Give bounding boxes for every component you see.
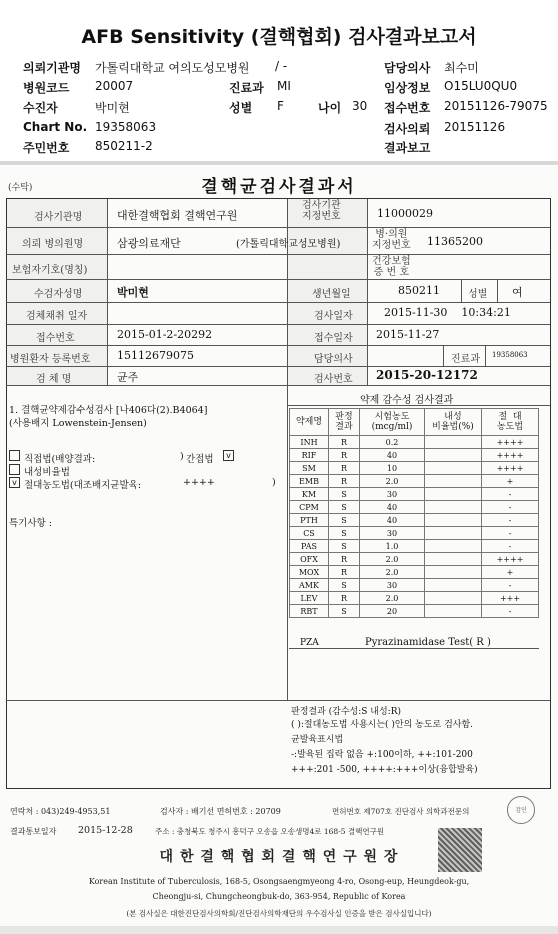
header-value-sex: F xyxy=(277,99,284,113)
cell-absolute: ++++ xyxy=(482,436,539,449)
cell-ratio xyxy=(425,540,482,553)
test-name: 1. 결핵균약제감수성검사 [나406다(2).B4064] xyxy=(9,405,208,416)
cell-concentration: 40 xyxy=(360,449,425,462)
table-row xyxy=(290,501,539,514)
cell-absolute: - xyxy=(482,579,539,592)
table-row xyxy=(290,449,539,462)
grid-line xyxy=(287,405,550,406)
table-row xyxy=(290,514,539,527)
grid-line xyxy=(6,385,550,386)
cell-concentration: 30 xyxy=(360,579,425,592)
value-specimen: 균주 xyxy=(117,371,139,384)
header-value-chart-no: 19358063 xyxy=(95,120,157,134)
header-divider xyxy=(0,161,558,165)
indirect-method-checkbox: v xyxy=(223,450,234,461)
cell-result: S xyxy=(329,579,360,592)
ratio-method-label: 내성비율법 xyxy=(24,467,70,478)
grid-line xyxy=(6,302,550,303)
value-sex: 여 xyxy=(512,286,523,299)
table-row xyxy=(290,540,539,553)
label-test-date: 검사일자 xyxy=(314,311,353,322)
header-label-resident-number: 주민번호 xyxy=(23,141,70,155)
cell-concentration: 40 xyxy=(360,514,425,527)
label-receipt-number: 접수번호 xyxy=(36,333,75,344)
cell-result: S xyxy=(329,527,360,540)
interpretation-line-3: 균발육표시법 xyxy=(291,735,344,745)
header-label-attending-doctor: 담당의사 xyxy=(384,61,431,75)
value-referring-code: 11365200 xyxy=(427,235,483,248)
cell-ratio xyxy=(425,501,482,514)
cell-result: R xyxy=(329,475,360,488)
label-referring-hospital: 의뢰 병의원명 xyxy=(22,239,84,250)
header-label-test-request: 검사의뢰 xyxy=(384,122,431,136)
value-testing-institution: 대한결핵협회 결핵연구원 xyxy=(117,209,238,222)
cell-concentration: 20 xyxy=(360,605,425,618)
culture-medium: (사용배지 Lowenstein-Jensen) xyxy=(9,418,147,429)
header-value-requesting-institution: 가톨릭대학교 여의도성모병원 xyxy=(95,61,250,75)
grid-line xyxy=(485,345,486,366)
cell-drug: LEV xyxy=(290,592,329,605)
label-department: 진료과 xyxy=(451,354,480,365)
grid-line xyxy=(6,345,550,346)
header-label-sex: 성별 xyxy=(229,101,253,115)
cell-drug: EMB xyxy=(290,475,329,488)
cell-drug: PTH xyxy=(290,514,329,527)
pza-result: Pyrazinamidase Test( R ) xyxy=(365,637,491,648)
cell-ratio xyxy=(425,592,482,605)
consignment-note: (수탁) xyxy=(8,183,33,193)
header-label-age: 나이 xyxy=(318,101,342,115)
english-address-line-2: Cheongju-si, Chungcheongbuk-do, 363-954, Republic of Korea xyxy=(152,892,406,901)
label-registration-number: 병원환자 등록번호 xyxy=(10,354,91,365)
susceptibility-table xyxy=(289,408,539,618)
interpretation-line-1: 판정결과 (감수성:S 내성:R) xyxy=(291,707,401,717)
cell-drug: CPM xyxy=(290,501,329,514)
table-row xyxy=(290,579,539,592)
label-doctor: 담당의사 xyxy=(314,354,353,365)
header-label-receipt-number: 접수번호 xyxy=(384,101,431,115)
cell-absolute: ++++ xyxy=(482,449,539,462)
label-date-of-birth: 생년월일 xyxy=(312,289,351,300)
cell-concentration: 30 xyxy=(360,488,425,501)
label-health-insurance-no: 건강보험 증 번 호 xyxy=(372,256,411,278)
official-stamp xyxy=(438,828,482,872)
col-header-ratio: 내성 비율법(%) xyxy=(425,409,482,436)
header-value-attending-doctor: 최수미 xyxy=(444,61,479,75)
table-header-row xyxy=(290,409,539,436)
label-testing-institution: 검사기관명 xyxy=(34,212,83,223)
value-date-of-birth: 850211 xyxy=(398,284,440,297)
col-header-concentration: 시험농도 (mcg/ml) xyxy=(360,409,425,436)
cell-ratio xyxy=(425,436,482,449)
grid-line xyxy=(443,345,444,366)
cell-absolute: + xyxy=(482,475,539,488)
cell-concentration: 2.0 xyxy=(360,475,425,488)
direct-method-checkbox xyxy=(9,450,20,461)
label-test-number: 검사번호 xyxy=(314,374,353,385)
header-value-patient: 박미현 xyxy=(95,101,130,115)
cell-drug: AMK xyxy=(290,579,329,592)
grid-line xyxy=(107,199,108,385)
cell-drug: CS xyxy=(290,527,329,540)
certification-seal: 검인 xyxy=(507,796,535,824)
absolute-method-checkbox: v xyxy=(9,477,20,488)
cell-absolute: - xyxy=(482,488,539,501)
grid-line xyxy=(461,279,462,302)
control-growth-value: ++++ xyxy=(183,477,215,488)
cell-absolute: +++ xyxy=(482,592,539,605)
grid-line xyxy=(6,700,550,701)
header-value-hospital-code: 20007 xyxy=(95,79,134,93)
footer-report-date: 2015-12-28 xyxy=(78,825,133,836)
col-header-absolute: 절 대 농도법 xyxy=(482,409,539,436)
value-patient-name: 박미현 xyxy=(117,286,149,299)
interpretation-line-5: +++:201 -500, ++++:+++이상(융합발육) xyxy=(291,765,478,775)
cell-concentration: 2.0 xyxy=(360,592,425,605)
cell-drug: PAS xyxy=(290,540,329,553)
cell-ratio xyxy=(425,566,482,579)
header-label-hospital-code: 병원코드 xyxy=(23,81,70,95)
value-department-code: 19358063 xyxy=(492,351,528,359)
footer-report-date-label: 결과통보일자 xyxy=(10,827,57,836)
english-address-line-1: Korean Institute of Tuberculosis, 168-5, Osongsaengmyeong 4-ro, Osong-eup, Heungdeok-gu, xyxy=(88,877,470,886)
label-collection-date: 검체채취 일자 xyxy=(26,311,88,322)
cell-result: S xyxy=(329,605,360,618)
grid-line xyxy=(6,279,550,280)
cell-result: R xyxy=(329,436,360,449)
header-label-requesting-institution: 의뢰기관명 xyxy=(23,61,81,75)
cell-ratio xyxy=(425,605,482,618)
footer-contact: 연락처 : 043)249-4953,51 xyxy=(10,807,111,816)
cell-result: S xyxy=(329,540,360,553)
cell-result: S xyxy=(329,514,360,527)
issuing-organization: 대 한 결 핵 협 회 결 핵 연 구 원 장 xyxy=(159,849,399,865)
value-institution-code: 11000029 xyxy=(377,207,433,220)
value-test-number: 2015-20-12172 xyxy=(376,368,478,382)
report-header xyxy=(0,0,558,163)
table-row xyxy=(290,475,539,488)
direct-method-close: ) xyxy=(180,451,184,462)
table-row xyxy=(290,566,539,579)
cell-ratio xyxy=(425,475,482,488)
cell-concentration: 1.0 xyxy=(360,540,425,553)
value-receipt-date: 2015-11-27 xyxy=(376,328,440,341)
footer-address: 주소 : 충청북도 청주시 흥덕구 오송읍 오송생명4로 168-5 결핵연구원 xyxy=(155,827,385,836)
table-row xyxy=(290,462,539,475)
cell-ratio xyxy=(425,514,482,527)
header-value-clinical-info: O15LU0QU0 xyxy=(444,79,518,93)
pza-label: PZA xyxy=(300,638,319,648)
table-row xyxy=(290,592,539,605)
cell-absolute: - xyxy=(482,527,539,540)
grid-line xyxy=(367,199,368,385)
label-referring-code: 병·의원 지정번호 xyxy=(372,229,411,251)
header-value-resident-number: 850211-2 xyxy=(95,139,153,153)
bottom-edge xyxy=(0,926,558,934)
cell-drug: KM xyxy=(290,488,329,501)
cell-ratio xyxy=(425,527,482,540)
header-label-clinical-info: 임상정보 xyxy=(384,81,431,95)
grid-line xyxy=(6,254,550,255)
label-patient-name: 수검자성명 xyxy=(34,289,83,300)
cell-drug: RIF xyxy=(290,449,329,462)
label-sex: 성별 xyxy=(468,289,488,300)
header-value-test-request: 20151126 xyxy=(444,120,506,134)
table-row xyxy=(290,436,539,449)
cell-drug: RBT xyxy=(290,605,329,618)
footer-license: 면허번호 제707호 진단검사 의학과전문의 xyxy=(332,807,470,816)
label-insurer: 보험자기호(명칭) xyxy=(12,265,88,276)
grid-line xyxy=(289,648,539,649)
cell-drug: MOX xyxy=(290,566,329,579)
header-label-chart-no: Chart No. xyxy=(23,120,88,134)
absolute-method-close: ) xyxy=(272,477,276,488)
cell-drug: INH xyxy=(290,436,329,449)
cell-concentration: 2.0 xyxy=(360,553,425,566)
grid-line xyxy=(6,324,550,325)
cell-concentration: 0.2 xyxy=(360,436,425,449)
indirect-method-label: 간접법 xyxy=(186,454,214,465)
cell-concentration: 40 xyxy=(360,501,425,514)
label-specimen: 검 체 명 xyxy=(36,374,72,385)
cell-ratio xyxy=(425,488,482,501)
certification-note: (본 검사실은 대한진단검사의학회/진단검사의학재단의 우수검사실 인증을 받은 검사실입니다) xyxy=(126,909,432,918)
header-label-patient: 수진자 xyxy=(23,101,58,115)
header-value-receipt-number: 20151126-79075 xyxy=(444,99,548,113)
header-value-age: 30 xyxy=(352,99,368,113)
cell-ratio xyxy=(425,462,482,475)
label-institution-code: 검사기관 지정번호 xyxy=(302,200,341,222)
cell-concentration: 30 xyxy=(360,527,425,540)
header-value-department: MI xyxy=(277,79,291,93)
cell-result: R xyxy=(329,592,360,605)
footer-examiner: 검사자 : 배기선 면허번호 : 20709 xyxy=(160,807,281,816)
table-row xyxy=(290,553,539,566)
label-receipt-date: 접수일자 xyxy=(314,333,353,344)
cell-absolute: - xyxy=(482,605,539,618)
interpretation-line-2: ( ):절대농도법 사용시는( )안의 농도로 검사함. xyxy=(291,720,474,730)
interpretation-line-4: -:발육된 집락 없음 +:100이하, ++:101-200 xyxy=(291,750,473,760)
cell-result: R xyxy=(329,462,360,475)
cell-absolute: + xyxy=(482,566,539,579)
grid-line xyxy=(287,199,288,700)
cell-absolute: - xyxy=(482,514,539,527)
cell-concentration: 10 xyxy=(360,462,425,475)
grid-line xyxy=(6,227,550,228)
cell-absolute: ++++ xyxy=(482,462,539,475)
absolute-method-label: 절대농도법(대조배지균발육: xyxy=(24,480,142,491)
grid-line xyxy=(497,279,498,302)
cell-drug: SM xyxy=(290,462,329,475)
cell-concentration: 2.0 xyxy=(360,566,425,579)
remarks-label: 특기사항 : xyxy=(9,518,52,529)
cell-ratio xyxy=(425,579,482,592)
cell-absolute: - xyxy=(482,540,539,553)
col-header-drug: 약제명 xyxy=(290,409,329,436)
table-row xyxy=(290,488,539,501)
cell-ratio xyxy=(425,553,482,566)
cell-result: S xyxy=(329,488,360,501)
direct-method-label: 직접법(배양결과: xyxy=(24,454,96,465)
grid-line xyxy=(6,366,550,367)
header-label-department: 진료과 xyxy=(229,81,264,95)
susceptibility-section-title: 약제 감수성 검사결과 xyxy=(360,395,454,406)
cell-result: R xyxy=(329,553,360,566)
cell-drug: OFX xyxy=(290,553,329,566)
cell-ratio xyxy=(425,449,482,462)
col-header-result: 판정 결과 xyxy=(329,409,360,436)
header-value-requesting-dept: / - xyxy=(275,59,288,73)
header-label-result-report: 결과보고 xyxy=(384,141,431,155)
value-referring-hospital-sub: (가톨릭대학교성모병원) xyxy=(236,239,341,250)
report-title: 결핵균검사결과서 xyxy=(201,177,357,197)
cell-absolute: - xyxy=(482,501,539,514)
cell-absolute: ++++ xyxy=(482,553,539,566)
value-registration-number: 15112679075 xyxy=(117,349,194,362)
table-row xyxy=(290,527,539,540)
value-referring-hospital: 삼광의료재단 xyxy=(117,237,181,250)
table-row xyxy=(290,605,539,618)
value-test-date: 2015-11-30 10:34:21 xyxy=(384,306,511,319)
cell-result: R xyxy=(329,449,360,462)
ratio-method-checkbox xyxy=(9,464,20,475)
value-receipt-number: 2015-01-2-20292 xyxy=(117,328,213,341)
cell-result: R xyxy=(329,566,360,579)
page-title: AFB Sensitivity (결핵협회) 검사결과보고서 xyxy=(81,26,477,48)
cell-result: S xyxy=(329,501,360,514)
